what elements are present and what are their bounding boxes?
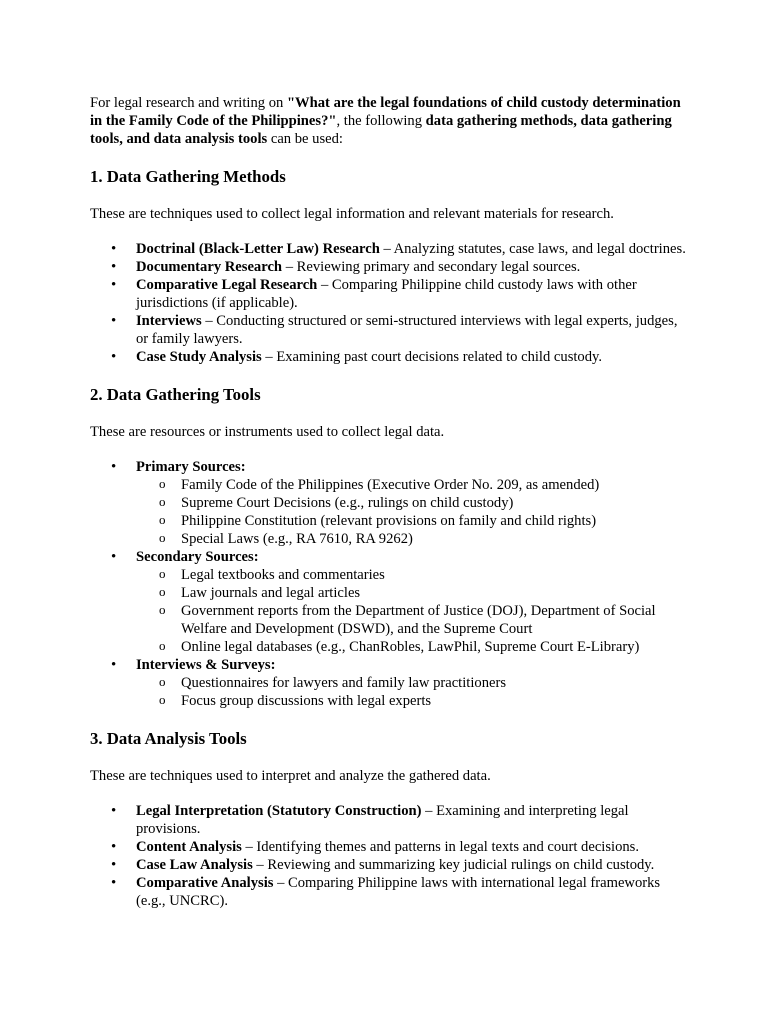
list-item-term: Case Study Analysis xyxy=(136,349,262,365)
sub-list-item: o Family Code of the Philippines (Executive Order No. 209, as amended) xyxy=(181,476,688,494)
list-item xyxy=(136,856,688,874)
sub-list-item: o Philippine Constitution (relevant provisions on family and child rights) xyxy=(181,512,688,530)
list-item-term: Comparative Legal Research xyxy=(136,277,318,293)
section-heading-analysis: 3. Data Analysis Tools xyxy=(90,729,247,748)
list-item-term: Case Law Analysis xyxy=(136,857,253,873)
list-item xyxy=(136,656,688,710)
sub-list xyxy=(136,674,688,710)
list-item-term: Secondary Sources: xyxy=(136,549,259,565)
sub-list-item: o Focus group discussions with legal experts xyxy=(181,692,688,710)
list-item-term: Legal Interpretation (Statutory Construction) xyxy=(136,803,422,819)
intro-emphasis: data gathering methods, data gathering tools, and data analysis tools xyxy=(90,113,672,147)
list-item-term: Primary Sources: xyxy=(136,459,246,475)
list-item-term: Comparative Analysis xyxy=(136,875,274,891)
sub-list-item: o Questionnaires for lawyers and family law practitioners xyxy=(181,674,688,692)
intro-text: can be used: xyxy=(267,131,343,147)
tools-list xyxy=(90,458,688,710)
sub-list xyxy=(136,566,688,656)
list-item xyxy=(136,348,688,366)
intro-paragraph xyxy=(90,94,688,148)
list-item xyxy=(136,312,688,348)
list-item-text: – Comparing Philippine child custody laws with other jurisdictions (if applicable). xyxy=(136,277,637,311)
list-item-text: – Reviewing primary and secondary legal sources. xyxy=(282,259,581,275)
list-item xyxy=(136,548,688,656)
methods-list xyxy=(90,240,688,366)
section-description: These are techniques used to collect legal information and relevant materials for research. xyxy=(90,206,614,222)
list-item xyxy=(136,874,688,910)
list-item xyxy=(136,258,688,276)
sub-list-item: o Government reports from the Department of Justice (DOJ), Department of Social Welfare and Development (DSWD), and the Supreme Court xyxy=(181,602,688,638)
list-item-term: Content Analysis xyxy=(136,839,242,855)
intro-text: , the following xyxy=(336,113,426,129)
list-item xyxy=(136,838,688,856)
sub-list-item: o Supreme Court Decisions (e.g., rulings on child custody) xyxy=(181,494,688,512)
section-heading-methods: 1. Data Gathering Methods xyxy=(90,167,286,186)
list-item-term: Doctrinal (Black-Letter Law) Research xyxy=(136,241,380,257)
list-item-text: – Identifying themes and patterns in legal texts and court decisions. xyxy=(241,839,640,855)
sub-list-item: o Legal textbooks and commentaries xyxy=(181,566,688,584)
sub-list-item: o Law journals and legal articles xyxy=(181,584,688,602)
intro-text: For legal research and writing on xyxy=(90,95,287,111)
analysis-list xyxy=(90,802,688,910)
section-description: These are techniques used to interpret and analyze the gathered data. xyxy=(90,768,491,784)
sub-list-item: o Special Laws (e.g., RA 7610, RA 9262) xyxy=(181,530,688,548)
research-question: "What are the legal foundations of child custody determination in the Family Code of the Philippines?" xyxy=(90,95,681,129)
list-item-term: Interviews xyxy=(136,313,202,329)
list-item xyxy=(136,802,688,838)
list-item-text: – Examining and interpreting legal provisions. xyxy=(136,803,629,837)
list-item-text: – Conducting structured or semi-structured interviews with legal experts, judges, or family lawyers. xyxy=(136,313,678,347)
list-item-term: Documentary Research xyxy=(136,259,283,275)
list-item xyxy=(136,458,688,548)
list-item-text: – Analyzing statutes, case laws, and legal doctrines. xyxy=(379,241,686,257)
list-item-text: – Comparing Philippine laws with international legal frameworks (e.g., UNCRC). xyxy=(136,875,661,909)
sub-list xyxy=(136,476,688,548)
list-item xyxy=(136,240,688,258)
list-item-text: – Examining past court decisions related to child custody. xyxy=(261,349,603,365)
section-heading-tools: 2. Data Gathering Tools xyxy=(90,385,261,404)
list-item-text: – Reviewing and summarizing key judicial rulings on child custody. xyxy=(252,857,655,873)
list-item xyxy=(136,276,688,312)
section-description: These are resources or instruments used to collect legal data. xyxy=(90,424,445,440)
sub-list-item: o Online legal databases (e.g., ChanRobles, LawPhil, Supreme Court E-Library) xyxy=(181,638,688,656)
list-item-term: Interviews & Surveys: xyxy=(136,657,276,673)
